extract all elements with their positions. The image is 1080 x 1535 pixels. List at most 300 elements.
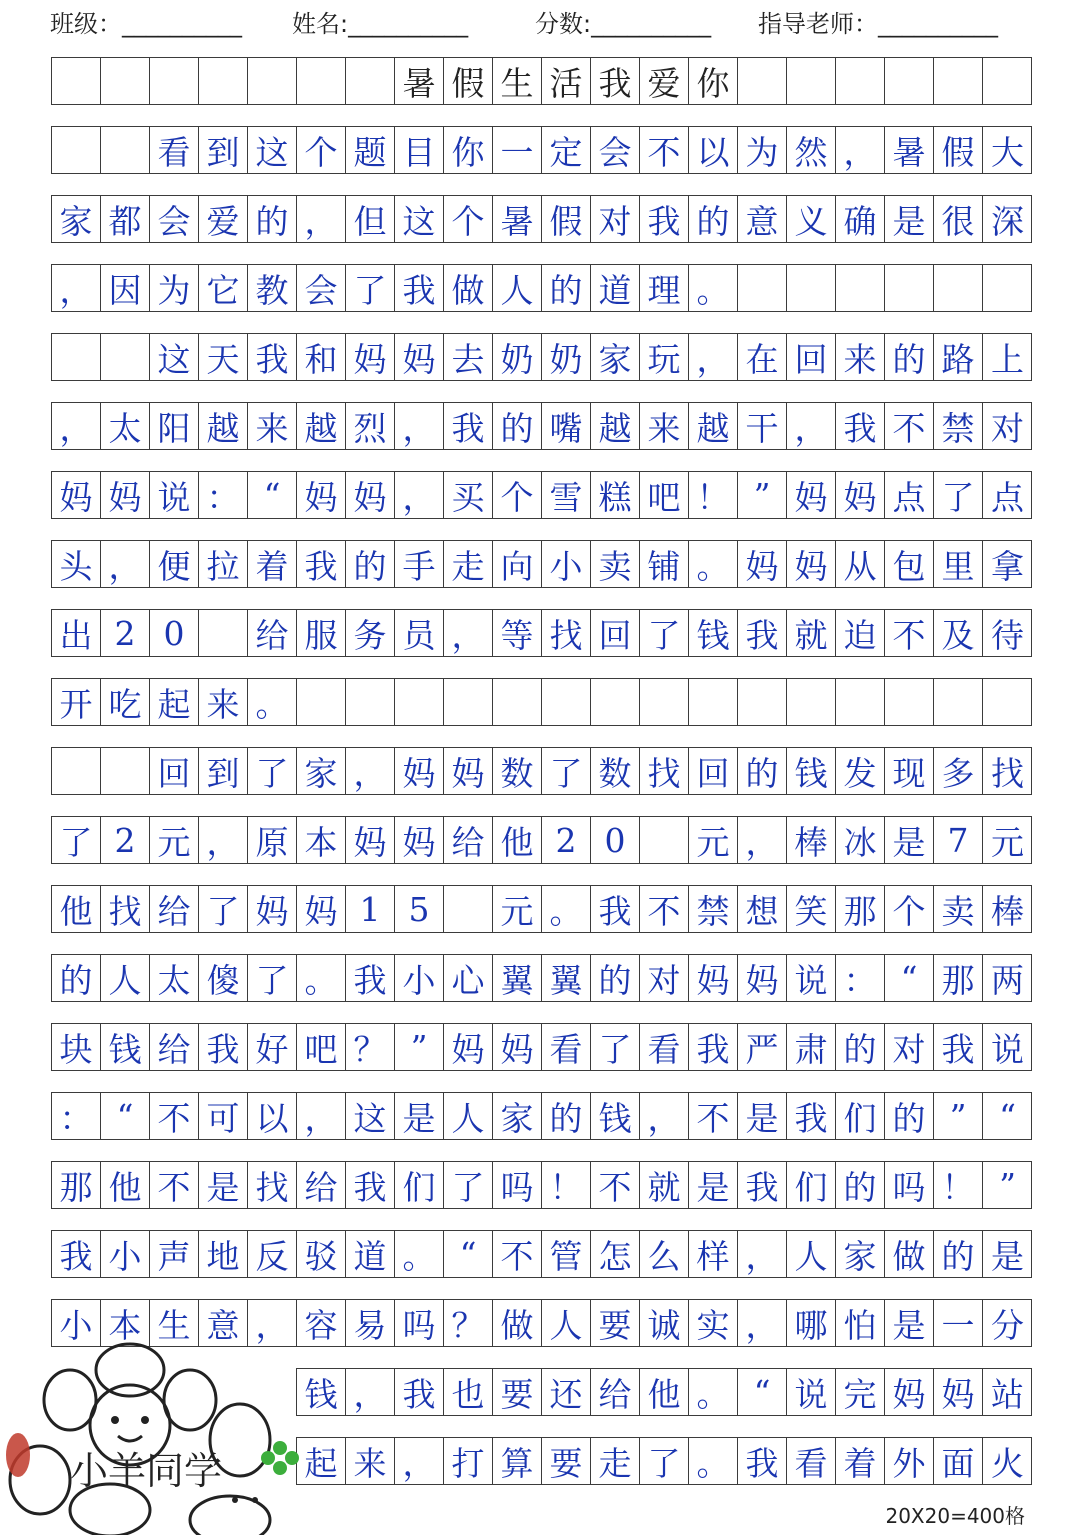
grid-cell: 在 — [738, 334, 787, 380]
grid-cell: 个 — [493, 472, 542, 518]
grid-cell: 来 — [248, 403, 297, 449]
text-row — [51, 747, 1032, 795]
grid-cell: 会 — [150, 196, 199, 242]
grid-cell: 我 — [591, 58, 640, 104]
grid-cell: ， — [395, 403, 444, 449]
grid-cell: 着 — [248, 541, 297, 587]
grid-cell: 等 — [493, 610, 542, 656]
grid-cell: 妈 — [346, 334, 395, 380]
grid-cell: 了 — [542, 748, 591, 794]
grid-cell: 目 — [395, 127, 444, 173]
grid-cell: 就 — [640, 1162, 689, 1208]
grid-cell: 们 — [395, 1162, 444, 1208]
grid-cell: 棒 — [991, 891, 1024, 931]
grid-cell: 。 — [248, 679, 297, 725]
grid-cell: 奶 — [493, 334, 542, 380]
grid-cell: 本 — [101, 1300, 150, 1346]
grid-cell: 活 — [542, 58, 591, 104]
grid-cell — [52, 748, 101, 794]
grid-cell: 买 — [444, 472, 493, 518]
grid-cell: 反 — [248, 1231, 297, 1277]
grid-cell: 是 — [395, 1093, 444, 1139]
grid-cell: 妈 — [248, 886, 297, 932]
grid-cell: 好 — [248, 1024, 297, 1070]
grid-cell — [444, 679, 493, 725]
text-row — [296, 1437, 1032, 1485]
grid-cell: 找 — [991, 753, 1024, 793]
grid-cell: 钱 — [689, 610, 738, 656]
grid-cell: ？ — [444, 1300, 493, 1346]
grid-cell: 妈 — [395, 334, 444, 380]
grid-cell: 找 — [248, 1162, 297, 1208]
grid-cell: 本 — [297, 817, 346, 863]
grid-cell: 。 — [542, 886, 591, 932]
flower-decoration — [0, 1330, 300, 1535]
grid-cell: 我 — [934, 1024, 983, 1070]
grid-cell: 上 — [991, 339, 1024, 379]
grid-cell: 了 — [444, 1162, 493, 1208]
grid-cell: 肃 — [787, 1024, 836, 1070]
grid-cell — [934, 679, 983, 725]
grid-cell: 义 — [787, 196, 836, 242]
grid-cell: 们 — [836, 1093, 885, 1139]
grid-cell: 是 — [689, 1162, 738, 1208]
grid-cell: 向 — [493, 541, 542, 587]
text-row — [51, 1023, 1032, 1071]
grid-cell: 太 — [101, 403, 150, 449]
grid-cell: 妈 — [787, 472, 836, 518]
grid-cell — [640, 679, 689, 725]
grid-cell — [738, 265, 787, 311]
grid-cell: 奶 — [542, 334, 591, 380]
grid-cell: 意 — [199, 1300, 248, 1346]
grid-cell: 给 — [297, 1162, 346, 1208]
grid-cell: 的 — [885, 334, 934, 380]
grid-cell — [297, 679, 346, 725]
grid-cell: ， — [101, 541, 150, 587]
text-row — [51, 1161, 1032, 1209]
grid-cell: 了 — [640, 610, 689, 656]
grid-cell: ， — [738, 1300, 787, 1346]
grid-cell: 这 — [395, 196, 444, 242]
grid-cell: 吗 — [395, 1300, 444, 1346]
grid-cell: 拉 — [199, 541, 248, 587]
grid-cell: 钱 — [101, 1024, 150, 1070]
grid-cell: 家 — [836, 1231, 885, 1277]
grid-cell: 玩 — [640, 334, 689, 380]
grid-cell: 的 — [934, 1231, 983, 1277]
grid-cell: 那 — [934, 955, 983, 1001]
grid-cell: ， — [395, 1438, 444, 1484]
grid-cell: 那 — [52, 1162, 101, 1208]
grid-cell: 你 — [444, 127, 493, 173]
grid-cell: 对 — [885, 1024, 934, 1070]
grid-cell: 块 — [52, 1024, 101, 1070]
grid-cell — [934, 265, 983, 311]
grid-cell: 理 — [640, 265, 689, 311]
grid-cell: “ — [101, 1093, 150, 1139]
grid-cell: ， — [52, 265, 101, 311]
grid-cell: 我 — [738, 610, 787, 656]
grid-cell — [787, 58, 836, 104]
grid-cell: 我 — [199, 1024, 248, 1070]
grid-cell: 原 — [248, 817, 297, 863]
grid-cell: 的 — [885, 1093, 934, 1139]
grid-cell: 元 — [150, 817, 199, 863]
grid-cell: 说 — [991, 1029, 1024, 1069]
grid-cell: 我 — [52, 1231, 101, 1277]
grid-cell — [787, 265, 836, 311]
grid-cell: 烈 — [346, 403, 395, 449]
grid-cell: 样 — [689, 1231, 738, 1277]
grid-cell: 然 — [787, 127, 836, 173]
grid-cell: 心 — [444, 955, 493, 1001]
grid-cell: 吧 — [297, 1024, 346, 1070]
grid-cell: 是 — [885, 1300, 934, 1346]
grid-cell: 这 — [150, 334, 199, 380]
grid-cell: 的 — [738, 748, 787, 794]
grid-cell — [346, 58, 395, 104]
grid-cell: “ — [444, 1231, 493, 1277]
grid-cell: 着 — [836, 1438, 885, 1484]
grid-cell: “ — [248, 472, 297, 518]
grid-cell: 和 — [297, 334, 346, 380]
grid-cell: ： — [199, 472, 248, 518]
text-row — [51, 195, 1032, 243]
grid-cell: 暑 — [885, 127, 934, 173]
grid-cell: 发 — [836, 748, 885, 794]
grid-cell: 走 — [444, 541, 493, 587]
text-row — [51, 609, 1032, 657]
grid-cell: 回 — [150, 748, 199, 794]
grid-cell: 妈 — [836, 472, 885, 518]
grid-cell: 找 — [101, 886, 150, 932]
class-field-label: 班级：__________ — [50, 10, 242, 38]
grid-cell: 。 — [689, 541, 738, 587]
grid-cell — [52, 334, 101, 380]
grid-cell: 妈 — [444, 748, 493, 794]
grid-cell: 大 — [991, 132, 1024, 172]
grid-cell: 他 — [101, 1162, 150, 1208]
grid-cell: 待 — [991, 615, 1024, 655]
text-row — [51, 126, 1032, 174]
grid-cell: 声 — [150, 1231, 199, 1277]
grid-cell: 给 — [591, 1369, 640, 1415]
grid-cell: 们 — [787, 1162, 836, 1208]
grid-cell: 吗 — [493, 1162, 542, 1208]
grid-cell: 数 — [493, 748, 542, 794]
grid-cell: 我 — [444, 403, 493, 449]
grid-cell: ， — [395, 472, 444, 518]
grid-cell: 做 — [493, 1300, 542, 1346]
grid-cell: 妈 — [346, 472, 395, 518]
grid-cell: 做 — [885, 1231, 934, 1277]
grid-cell: 道 — [346, 1231, 395, 1277]
grid-cell: 回 — [591, 610, 640, 656]
grid-cell: 我 — [395, 1369, 444, 1415]
grid-cell: 爱 — [199, 196, 248, 242]
grid-cell: 妈 — [297, 886, 346, 932]
grid-cell: 不 — [885, 610, 934, 656]
grid-cell: 是 — [991, 1236, 1024, 1276]
grid-cell: 吧 — [640, 472, 689, 518]
grid-cell: 还 — [542, 1369, 591, 1415]
grid-cell: 阳 — [150, 403, 199, 449]
text-row — [51, 264, 1032, 312]
grid-cell: 的 — [542, 1093, 591, 1139]
grid-cell: 不 — [150, 1093, 199, 1139]
grid-cell — [738, 679, 787, 725]
grid-cell: 假 — [934, 127, 983, 173]
grid-cell: 为 — [150, 265, 199, 311]
grid-cell: 。 — [689, 265, 738, 311]
grid-cell: 人 — [493, 265, 542, 311]
grid-cell: 回 — [689, 748, 738, 794]
grid-cell: 了 — [346, 265, 395, 311]
text-row — [51, 954, 1032, 1002]
grid-cell: 确 — [836, 196, 885, 242]
grid-cell: 会 — [591, 127, 640, 173]
grid-cell: 火 — [991, 1443, 1024, 1483]
grid-cell: 定 — [542, 127, 591, 173]
grid-cell: 路 — [934, 334, 983, 380]
grid-cell: 怕 — [836, 1300, 885, 1346]
grid-cell: 是 — [885, 196, 934, 242]
grid-cell: 的 — [52, 955, 101, 1001]
grid-cell: 我 — [640, 196, 689, 242]
grid-cell: 钱 — [297, 1369, 346, 1415]
grid-cell: 我 — [346, 1162, 395, 1208]
grid-cell — [52, 58, 101, 104]
grid-cell: 算 — [493, 1438, 542, 1484]
grid-cell: 妈 — [738, 955, 787, 1001]
grid-cell: 我 — [395, 265, 444, 311]
grid-cell: 吗 — [885, 1162, 934, 1208]
grid-cell: 到 — [199, 748, 248, 794]
grid-cell — [248, 58, 297, 104]
grid-cell: 教 — [248, 265, 297, 311]
grid-cell: 个 — [297, 127, 346, 173]
grid-cell: 妈 — [52, 472, 101, 518]
grid-cell — [836, 265, 885, 311]
grid-cell: 我 — [248, 334, 297, 380]
grid-cell — [297, 58, 346, 104]
grid-cell: 家 — [52, 196, 101, 242]
grid-cell: 看 — [150, 127, 199, 173]
grid-cell: ： — [52, 1093, 101, 1139]
grid-cell: 我 — [738, 1438, 787, 1484]
grid-cell: 冰 — [836, 817, 885, 863]
grid-cell: 员 — [395, 610, 444, 656]
grid-cell: ， — [640, 1093, 689, 1139]
grid-cell: 多 — [934, 748, 983, 794]
grid-cell: 包 — [885, 541, 934, 587]
grid-cell: 道 — [591, 265, 640, 311]
grid-cell: ” — [999, 1165, 1016, 1205]
grid-cell: 的 — [836, 1024, 885, 1070]
grid-cell: 太 — [150, 955, 199, 1001]
grid-cell: ！ — [934, 1162, 983, 1208]
grid-cell: 怎 — [591, 1231, 640, 1277]
grid-cell: 做 — [444, 265, 493, 311]
grid-cell: ！ — [689, 472, 738, 518]
grid-cell: 家 — [493, 1093, 542, 1139]
grid-cell: 。 — [689, 1438, 738, 1484]
grid-cell — [199, 58, 248, 104]
grid-cell: 他 — [493, 817, 542, 863]
grid-cell: 。 — [395, 1231, 444, 1277]
score-field-label: 分数:__________ — [535, 10, 712, 38]
grid-cell: 小 — [395, 955, 444, 1001]
grid-cell — [787, 679, 836, 725]
grid-cell: 出 — [52, 610, 101, 656]
grid-cell — [346, 679, 395, 725]
grid-cell: 题 — [346, 127, 395, 173]
grid-cell: 一 — [493, 127, 542, 173]
grid-cell: “ — [999, 1096, 1016, 1136]
grid-cell: 给 — [150, 1024, 199, 1070]
grid-cell: 雪 — [542, 472, 591, 518]
text-row — [51, 816, 1032, 864]
grid-cell: 个 — [885, 886, 934, 932]
grid-cell: 人 — [101, 955, 150, 1001]
text-row — [51, 1092, 1032, 1140]
grid-cell: 打 — [444, 1438, 493, 1484]
grid-cell: 妈 — [787, 541, 836, 587]
grid-cell — [101, 127, 150, 173]
grid-cell: 生 — [150, 1300, 199, 1346]
grid-cell: 妈 — [395, 748, 444, 794]
text-row — [51, 333, 1032, 381]
grid-cell: ， — [738, 817, 787, 863]
grid-cell: 小 — [542, 541, 591, 587]
grid-cell: 干 — [738, 403, 787, 449]
grid-cell: 2 — [542, 817, 591, 863]
grid-cell: 来 — [836, 334, 885, 380]
grid-cell — [493, 679, 542, 725]
grid-cell: 人 — [444, 1093, 493, 1139]
grid-cell: 我 — [346, 955, 395, 1001]
grid-cell: 翼 — [542, 955, 591, 1001]
grid-cell: ， — [199, 817, 248, 863]
grid-cell: 完 — [836, 1369, 885, 1415]
grid-cell: 卖 — [934, 886, 983, 932]
grid-cell: 来 — [346, 1438, 395, 1484]
grid-cell: 禁 — [934, 403, 983, 449]
grid-cell: 翼 — [493, 955, 542, 1001]
grid-cell: 0 — [150, 610, 199, 656]
grid-cell: 外 — [885, 1438, 934, 1484]
grid-cell: 我 — [836, 403, 885, 449]
grid-cell: 7 — [934, 817, 983, 863]
grid-cell: 实 — [689, 1300, 738, 1346]
grid-cell: 为 — [738, 127, 787, 173]
grid-cell: 家 — [297, 748, 346, 794]
grid-cell: 要 — [591, 1300, 640, 1346]
grid-cell: 个 — [444, 196, 493, 242]
grid-cell: 。 — [297, 955, 346, 1001]
grid-cell — [983, 58, 1032, 104]
grid-cell — [52, 127, 101, 173]
grid-cell: 务 — [346, 610, 395, 656]
grid-cell: 找 — [542, 610, 591, 656]
grid-cell — [640, 817, 689, 863]
grid-cell: 看 — [640, 1024, 689, 1070]
grid-cell: 了 — [640, 1438, 689, 1484]
grid-cell: 给 — [444, 817, 493, 863]
grid-cell: 是 — [885, 817, 934, 863]
grid-cell: 拿 — [991, 546, 1024, 586]
grid-cell: 对 — [640, 955, 689, 1001]
grid-cell — [934, 58, 983, 104]
grid-cell: 我 — [297, 541, 346, 587]
grid-cell: 找 — [640, 748, 689, 794]
grid-cell — [591, 679, 640, 725]
grid-cell: 的 — [542, 265, 591, 311]
grid-cell — [199, 610, 248, 656]
grid-cell: ， — [346, 748, 395, 794]
grid-cell — [395, 679, 444, 725]
grid-cell: 妈 — [738, 541, 787, 587]
grid-cell: 看 — [542, 1024, 591, 1070]
grid-cell: 的 — [248, 196, 297, 242]
teacher-field-label: 指导老师：__________ — [758, 10, 998, 38]
grid-cell: 说 — [150, 472, 199, 518]
grid-cell: ， — [297, 1093, 346, 1139]
grid-cell: 人 — [787, 1231, 836, 1277]
grid-cell: 现 — [885, 748, 934, 794]
grid-cell: 以 — [689, 127, 738, 173]
grid-cell: 回 — [787, 334, 836, 380]
grid-cell: 不 — [689, 1093, 738, 1139]
grid-cell: 你 — [689, 58, 738, 104]
grid-cell: 说 — [787, 1369, 836, 1415]
title-row — [51, 57, 1032, 105]
grid-cell: 的 — [346, 541, 395, 587]
grid-cell — [836, 679, 885, 725]
grid-cell: 服 — [297, 610, 346, 656]
grid-cell: 去 — [444, 334, 493, 380]
grid-cell: 分 — [991, 1305, 1024, 1345]
grid-cell: 越 — [689, 403, 738, 449]
grid-cell: 了 — [934, 472, 983, 518]
grid-cell — [101, 748, 150, 794]
grid-cell — [444, 886, 493, 932]
grid-cell: 吃 — [101, 679, 150, 725]
grid-cell: 妈 — [346, 817, 395, 863]
grid-cell: 但 — [346, 196, 395, 242]
grid-cell: ？ — [346, 1024, 395, 1070]
grid-cell: 对 — [991, 408, 1024, 448]
grid-cell: ， — [297, 196, 346, 242]
grid-cell: 来 — [199, 679, 248, 725]
grid-cell: 妈 — [689, 955, 738, 1001]
grid-cell: 头 — [52, 541, 101, 587]
grid-cell: 了 — [199, 886, 248, 932]
grid-cell — [542, 679, 591, 725]
grid-cell — [101, 58, 150, 104]
grid-cell: 严 — [738, 1024, 787, 1070]
grid-cell: 妈 — [395, 817, 444, 863]
grid-cell: 点 — [991, 477, 1024, 517]
grid-cell: 么 — [640, 1231, 689, 1277]
grid-cell: 到 — [199, 127, 248, 173]
grid-cell: 。 — [689, 1369, 738, 1415]
grid-cell: 一 — [934, 1300, 983, 1346]
grid-cell: 便 — [150, 541, 199, 587]
grid-cell: 钱 — [787, 748, 836, 794]
grid-cell — [983, 679, 1032, 725]
